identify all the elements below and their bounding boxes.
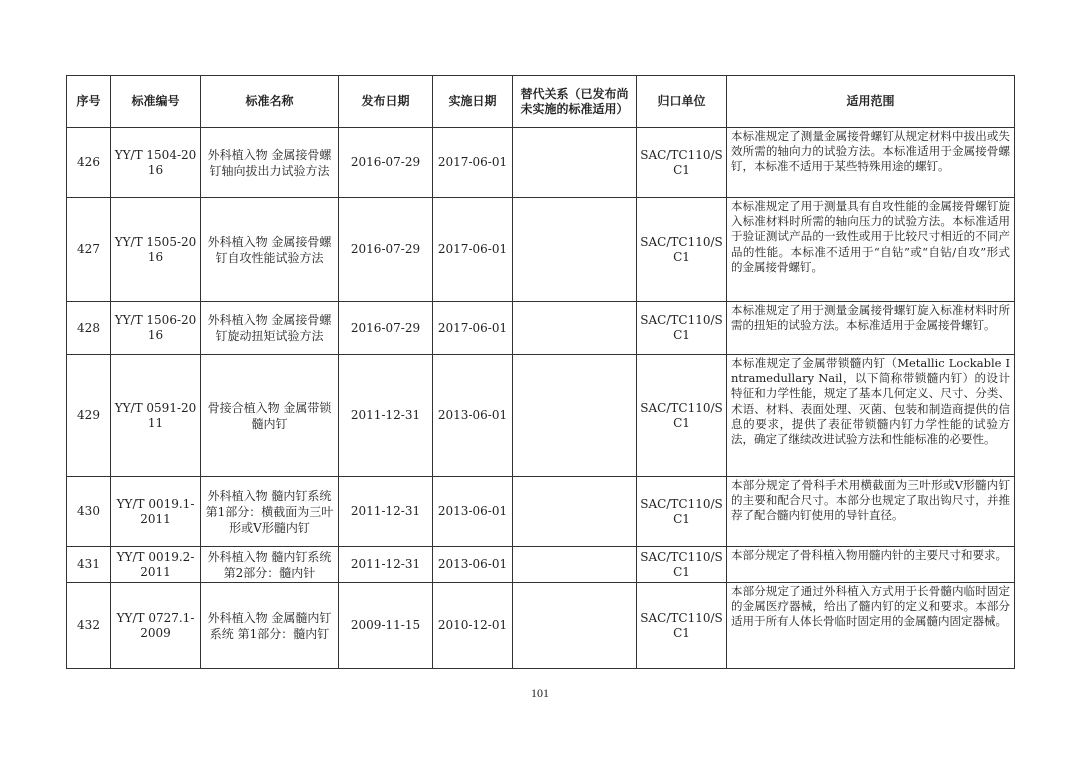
row-unit: SAC/TC110/SC1 (637, 583, 727, 669)
row-replacement (513, 547, 637, 583)
row-unit: SAC/TC110/SC1 (637, 547, 727, 583)
row-code: YY/T 0019.1-2011 (111, 477, 201, 547)
row-replacement (513, 583, 637, 669)
page-number: 101 (531, 686, 549, 700)
header-code: 标准编号 (111, 76, 201, 128)
table-row (67, 477, 1015, 547)
standards-table (66, 75, 1015, 669)
row-seq: 431 (67, 547, 111, 583)
header-seq: 序号 (67, 76, 111, 128)
table-header-row (67, 76, 1015, 128)
table-row (67, 583, 1015, 669)
row-name: 外科植入物 金属髓内钉系统 第1部分：髓内钉 (201, 583, 339, 669)
row-code: YY/T 0019.2-2011 (111, 547, 201, 583)
row-scope: 本标准规定了测量金属接骨螺钉从规定材料中拔出或失效所需的轴向力的试验方法。本标准适用于金属接骨螺钉，本标准不适用于某些特殊用途的螺钉。 (727, 128, 1015, 198)
row-effective-date: 2013-06-01 (433, 547, 513, 583)
header-name: 标准名称 (201, 76, 339, 128)
row-publish-date: 2011-12-31 (339, 355, 433, 477)
row-replacement (513, 128, 637, 198)
row-code: YY/T 1505-2016 (111, 198, 201, 302)
row-seq: 432 (67, 583, 111, 669)
row-name: 骨接合植入物 金属带锁髓内钉 (201, 355, 339, 477)
row-effective-date: 2017-06-01 (433, 128, 513, 198)
header-effective-date: 实施日期 (433, 76, 513, 128)
table-row (67, 128, 1015, 198)
row-scope: 本标准规定了用于测量具有自攻性能的金属接骨螺钉旋入标准材料时所需的轴向压力的试验方法。本标准适用于验证测试产品的一致性或用于比较尺寸相近的不同产品的性能。本标准不适用于“自钻”或“自钻/自攻”形式的金属接骨螺钉。 (727, 198, 1015, 302)
table-row (67, 302, 1015, 355)
row-scope: 本部分规定了通过外科植入方式用于长骨髓内临时固定的金属医疗器械，给出了髓内钉的定义和要求。本部分适用于所有人体长骨临时固定用的金属髓内固定器械。 (727, 583, 1015, 669)
row-seq: 430 (67, 477, 111, 547)
row-replacement (513, 198, 637, 302)
row-seq: 429 (67, 355, 111, 477)
row-publish-date: 2011-12-31 (339, 547, 433, 583)
row-publish-date: 2016-07-29 (339, 302, 433, 355)
row-unit: SAC/TC110/SC1 (637, 355, 727, 477)
row-scope: 本标准规定了金属带锁髓内钉（Metallic Lockable Intramedullary Nail，以下简称带锁髓内钉）的设计特征和力学性能，规定了基本几何定义、尺寸、分类、术语、材料、表面处理、灭菌、包装和制造商提供的信息的要求，提供了表征带锁髓内钉力学性能的试验方法，确定了继续改进试验方法和性能标准的必要性。 (727, 355, 1015, 477)
row-code: YY/T 0591-2011 (111, 355, 201, 477)
row-seq: 428 (67, 302, 111, 355)
header-publish-date: 发布日期 (339, 76, 433, 128)
row-effective-date: 2017-06-01 (433, 302, 513, 355)
row-seq: 427 (67, 198, 111, 302)
row-replacement (513, 355, 637, 477)
row-publish-date: 2016-07-29 (339, 128, 433, 198)
row-name: 外科植入物 金属接骨螺钉轴向拔出力试验方法 (201, 128, 339, 198)
row-name: 外科植入物 金属接骨螺钉旋动扭矩试验方法 (201, 302, 339, 355)
row-replacement (513, 302, 637, 355)
row-name: 外科植入物 髓内钉系统 第2部分：髓内针 (201, 547, 339, 583)
row-publish-date: 2009-11-15 (339, 583, 433, 669)
table-row (67, 547, 1015, 583)
table-row (67, 198, 1015, 302)
row-effective-date: 2013-06-01 (433, 477, 513, 547)
row-unit: SAC/TC110/SC1 (637, 128, 727, 198)
row-scope: 本部分规定了骨科手术用横截面为三叶形或V形髓内钉的主要和配合尺寸。本部分也规定了取出钩尺寸，并推荐了配合髓内钉使用的导针直径。 (727, 477, 1015, 547)
row-publish-date: 2011-12-31 (339, 477, 433, 547)
row-effective-date: 2017-06-01 (433, 198, 513, 302)
header-replacement: 替代关系（已发布尚未实施的标准适用） (513, 76, 637, 128)
row-unit: SAC/TC110/SC1 (637, 477, 727, 547)
header-unit: 归口单位 (637, 76, 727, 128)
header-scope: 适用范围 (727, 76, 1015, 128)
row-scope: 本标准规定了用于测量金属接骨螺钉旋入标准材料时所需的扭矩的试验方法。本标准适用于金属接骨螺钉。 (727, 302, 1015, 355)
row-unit: SAC/TC110/SC1 (637, 198, 727, 302)
row-name: 外科植入物 髓内钉系统 第1部分：横截面为三叶形或V形髓内钉 (201, 477, 339, 547)
standards-table-page (66, 75, 1014, 669)
row-scope: 本部分规定了骨科植入物用髓内针的主要尺寸和要求。 (727, 547, 1015, 583)
row-publish-date: 2016-07-29 (339, 198, 433, 302)
row-seq: 426 (67, 128, 111, 198)
row-name: 外科植入物 金属接骨螺钉自攻性能试验方法 (201, 198, 339, 302)
row-code: YY/T 1504-2016 (111, 128, 201, 198)
row-code: YY/T 1506-2016 (111, 302, 201, 355)
table-row (67, 355, 1015, 477)
row-replacement (513, 477, 637, 547)
row-effective-date: 2013-06-01 (433, 355, 513, 477)
row-code: YY/T 0727.1-2009 (111, 583, 201, 669)
row-effective-date: 2010-12-01 (433, 583, 513, 669)
row-unit: SAC/TC110/SC1 (637, 302, 727, 355)
